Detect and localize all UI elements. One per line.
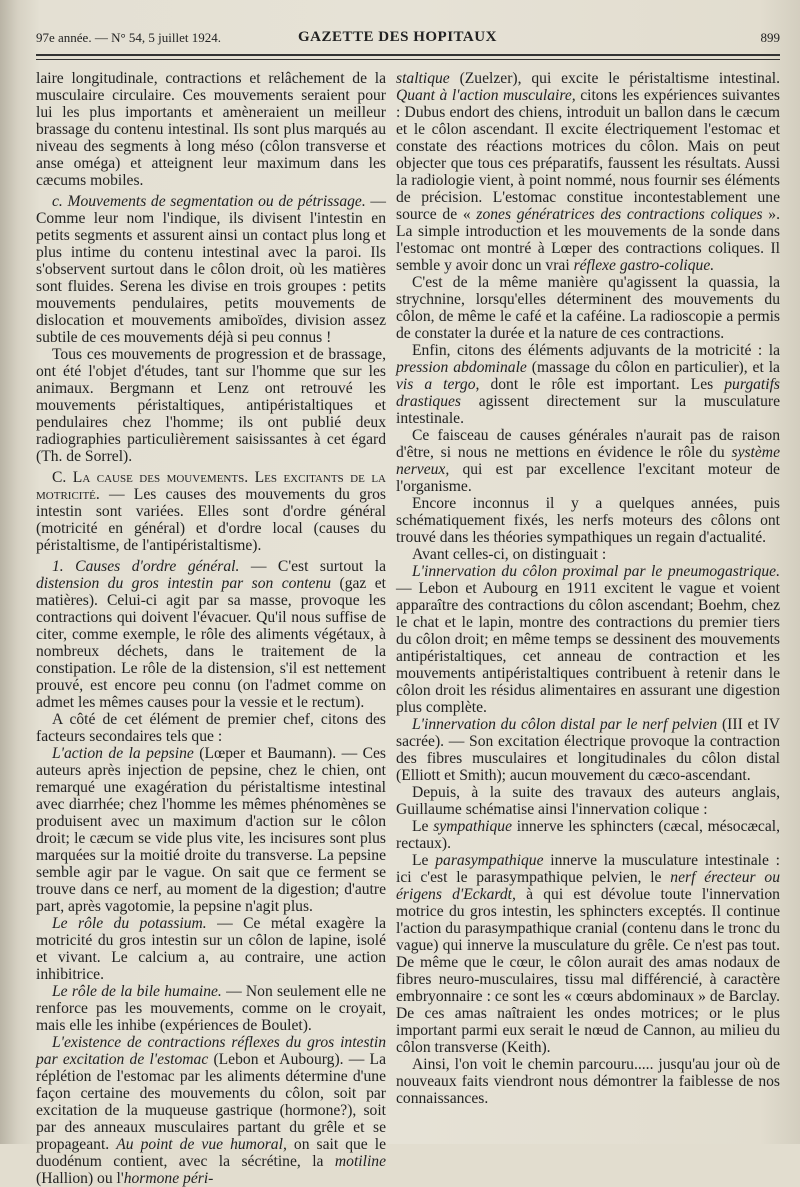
journal-title: GAZETTE DES HOPITAUX [298,29,497,45]
paragraph: Le parasympathique innerve la musculature intestinale : ici c'est le parasympathique pelvien, le nerf érecteur ou érigens d'Eckardt, à qui est dévolue toute l'innervation motrice du gros intestin, les sphincters exceptés. Il continue l'action du parasympathique cranial (contenu dans le tronc du vague) qui innerve la musculature du grêle. Ce n'est pas tout. De même que le cœur, le côlon aurait des amas nodaux de fibres neuro-musculaires, tissu mal différencié, à caractère embryonnaire : ce sont les « cœurs abdominaux » de Barclay. De ces amas naîtraient les ondes motrices; or le plus important parmi eux serait le nœud de Cannon, au milieu du côlon transverse (Keith). [396,852,780,1056]
paragraph: Avant celles-ci, on distinguait : [412,546,607,563]
page-number: 899 [760,30,780,45]
paragraph: Le rôle de la bile humaine. — Non seulement elle ne renforce pas les mouvements, comme on le croyait, mais elle les inhibe (expériences de Boulet). [36,983,386,1034]
subheading: c. Mouvements de segmentation ou de pétrissage. [52,193,366,210]
paragraph: Ce faisceau de causes générales n'aurait pas de raison d'être, si nous ne mettions en évidence le rôle du système nerveux, qui est par excellence l'excitant moteur de l'organisme. [396,427,780,495]
page-header [36,30,780,50]
paragraph: L'action de la pepsine (Lœper et Baumann). — Ces auteurs après injection de pepsine, chez le chien, ont remarqué une exagération du péristaltisme intestinal avec diarrhée; chez l'homme les mêmes phénomènes se produisent avec un maximum d'action sur le côlon droit; le cæcum se vide plus vite, les incisures sont plus marquées sur la moitié droite du transverse. La pepsine semble agir par le vague. On sait que ce ferment se trouve dans ce nerf, au moment de la digestion; d'autre part, après vagotomie, la pepsine n'agit plus. [36,745,386,915]
left-column [36,70,386,1187]
paragraph: Enfin, citons des éléments adjuvants de la motricité : la pression abdominale (massage du côlon en particulier), et la vis a tergo, dont le rôle est important. Les purgatifs drastiques agissent directement sur la musculature intestinale. [396,342,780,427]
issue-line: 97e année. — N° 54, 5 juillet 1924. [36,30,221,45]
paragraph: c. Mouvements de segmentation ou de pétrissage. — Comme leur nom l'indique, ils divisent l'intestin en petits segments et assurent ainsi un contact plus long et plus intime du contenu intestinal avec la paroi. Ils s'observent surtout dans le côlon droit, où les matières sont fluides. Serena les divise en trois groupes : petits mouvements pendulaires, petits mouvements de dislocation et mouvements amiboïdes, division assez subtile de ces mouvements déjà si peu connus ! [36,193,386,346]
paragraph: Le rôle du potassium. — Ce métal exagère la motricité du gros intestin sur un côlon de lapine, isolé et vivant. Le calcium a, au contraire, une action inhibitrice. [36,915,386,983]
section-heading: C. La cause des mouvements. Les excitants de la motricité. [36,469,386,503]
header-rule-thin [36,59,780,60]
paragraph: L'innervation du côlon distal par le nerf pelvien (III et IV sacrée). — Son excitation électrique provoque la contraction des fibres musculaires et longitudinales du côlon distal (Elliott et Smith); aucun mouvement du cæco-ascendant. [396,716,780,784]
paragraph: Depuis, à la suite des travaux des auteurs anglais, Guillaume schématise ainsi l'innervation colique : [396,784,780,818]
paragraph: L'innervation du côlon proximal par le pneumogastrique. — Lebon et Aubourg en 1911 excitent le vague et voient apparaître des contractions du côlon ascendant; Boehm, chez le chat et le lapin, montre des contractions du premier tiers du côlon droit; en même temps se dessinent des mouvements antipéristaltiques, cet anneau de contraction et les mouvements antipéristaltiques contribuent à retenir dans le côlon droit les résidus alimentaires en assurant une digestion plus complète. [396,563,780,716]
paragraph: Encore inconnus il y a quelques années, puis schématiquement fixés, les nerfs moteurs des côlons ont trouvé dans les théories sympathiques un regain d'actualité. [396,495,780,546]
paragraph: Tous ces mouvements de progression et de brassage, ont été l'objet d'études, tant sur l'homme que sur les animaux. Bergmann et Lenz ont retrouvé les mouvements péristaltiques, antipéristaltiques et pendulaires chez l'homme; ils ont publié deux radiographies particulièrement saisissantes à cet égard (Th. de Sorrel). [36,346,386,465]
paragraph: A côté de cet élément de premier chef, citons des facteurs secondaires tels que : [36,711,386,745]
paragraph: staltique (Zuelzer), qui excite le péristaltisme intestinal. Quant à l'action musculaire, citons les expériences suivantes : Dubus endort des chiens, introduit un ballon dans le cæcum et le côlon ascendant. Il excite électriquement l'estomac et constate des réactions motrices du côlon. Mais on peut objecter que tous ces préparatifs, faussent les résultats. Aussi la radiologie vient, à point nommé, nous fournir ses éléments de précision. L'estomac constitue incontestablement une source de « zones génératrices des contractions coliques ». La simple introduction et les mouvements de la sonde dans l'estomac ont montré à Lœper des contractions coliques. Il semble y avoir donc un vrai réflexe gastro-colique. [396,70,780,274]
paragraph: Ainsi, l'on voit le chemin parcouru..... jusqu'au jour où de nouveaux faits viendront nous démontrer la faiblesse de nos connaissances. [396,1056,780,1107]
paragraph: C'est de la même manière qu'agissent la quassia, la strychnine, lorsqu'elles déterminent des mouvements du côlon, de même le café et la caféine. La radioscopie a permis de constater la durée et la nature de ces contractions. [396,274,780,342]
header-rule-thick [36,54,780,56]
paragraph: L'existence de contractions réflexes du gros intestin par excitation de l'estomac (Lebon et Aubourg). — La réplétion de l'estomac par les aliments détermine d'une façon certaine des mouvements du côlon, soit par excitation de la muqueuse gastrique (hormone?), soit par des anneaux musculaires partant du grêle et se propageant. Au point de vue humoral, on sait que le duodénum contient, avec la sécrétine, la motiline (Hallion) ou l'hormone péri- [36,1034,387,1187]
right-column [396,70,780,1107]
paragraph: 1. Causes d'ordre général. — C'est surtout la distension du gros intestin par son contenu (gaz et matières). Celui-ci agit par sa masse, provoque les contractions qui doivent l'évacuer. Qu'il nous suffise de citer, comme exemple, le rôle des aliments végétaux, à nombreux déchets, dans le traitement de la constipation. Le rôle de la distension, s'il est nettement prouvé, est encore peu connu (on l'admet comme on admet les mêmes causes pour la vessie et le rectum). [36,558,386,711]
paragraph: laire longitudinale, contractions et relâchement de la musculaire circulaire. Ces mouvements seraient pour lui les plus importants et amèneraient un meilleur brassage du contenu intestinal. Ils sont plus marqués au niveau des segments à long méso (côlon transverse et anse oméga) et atteignent leur maximum dans les cæcums mobiles. [36,70,386,189]
subheading: 1. Causes d'ordre général. [52,558,240,575]
paragraph: C. La cause des mouvements. Les excitants de la motricité. — Les causes des mouvements du gros intestin sont variées. Elles sont d'ordre général (motricité en général) et d'ordre local (causes du péristaltisme, de l'antipéristaltisme). [36,469,386,554]
paragraph: Le sympathique innerve les sphincters (cæcal, mésocæcal, rectaux). [396,818,780,852]
